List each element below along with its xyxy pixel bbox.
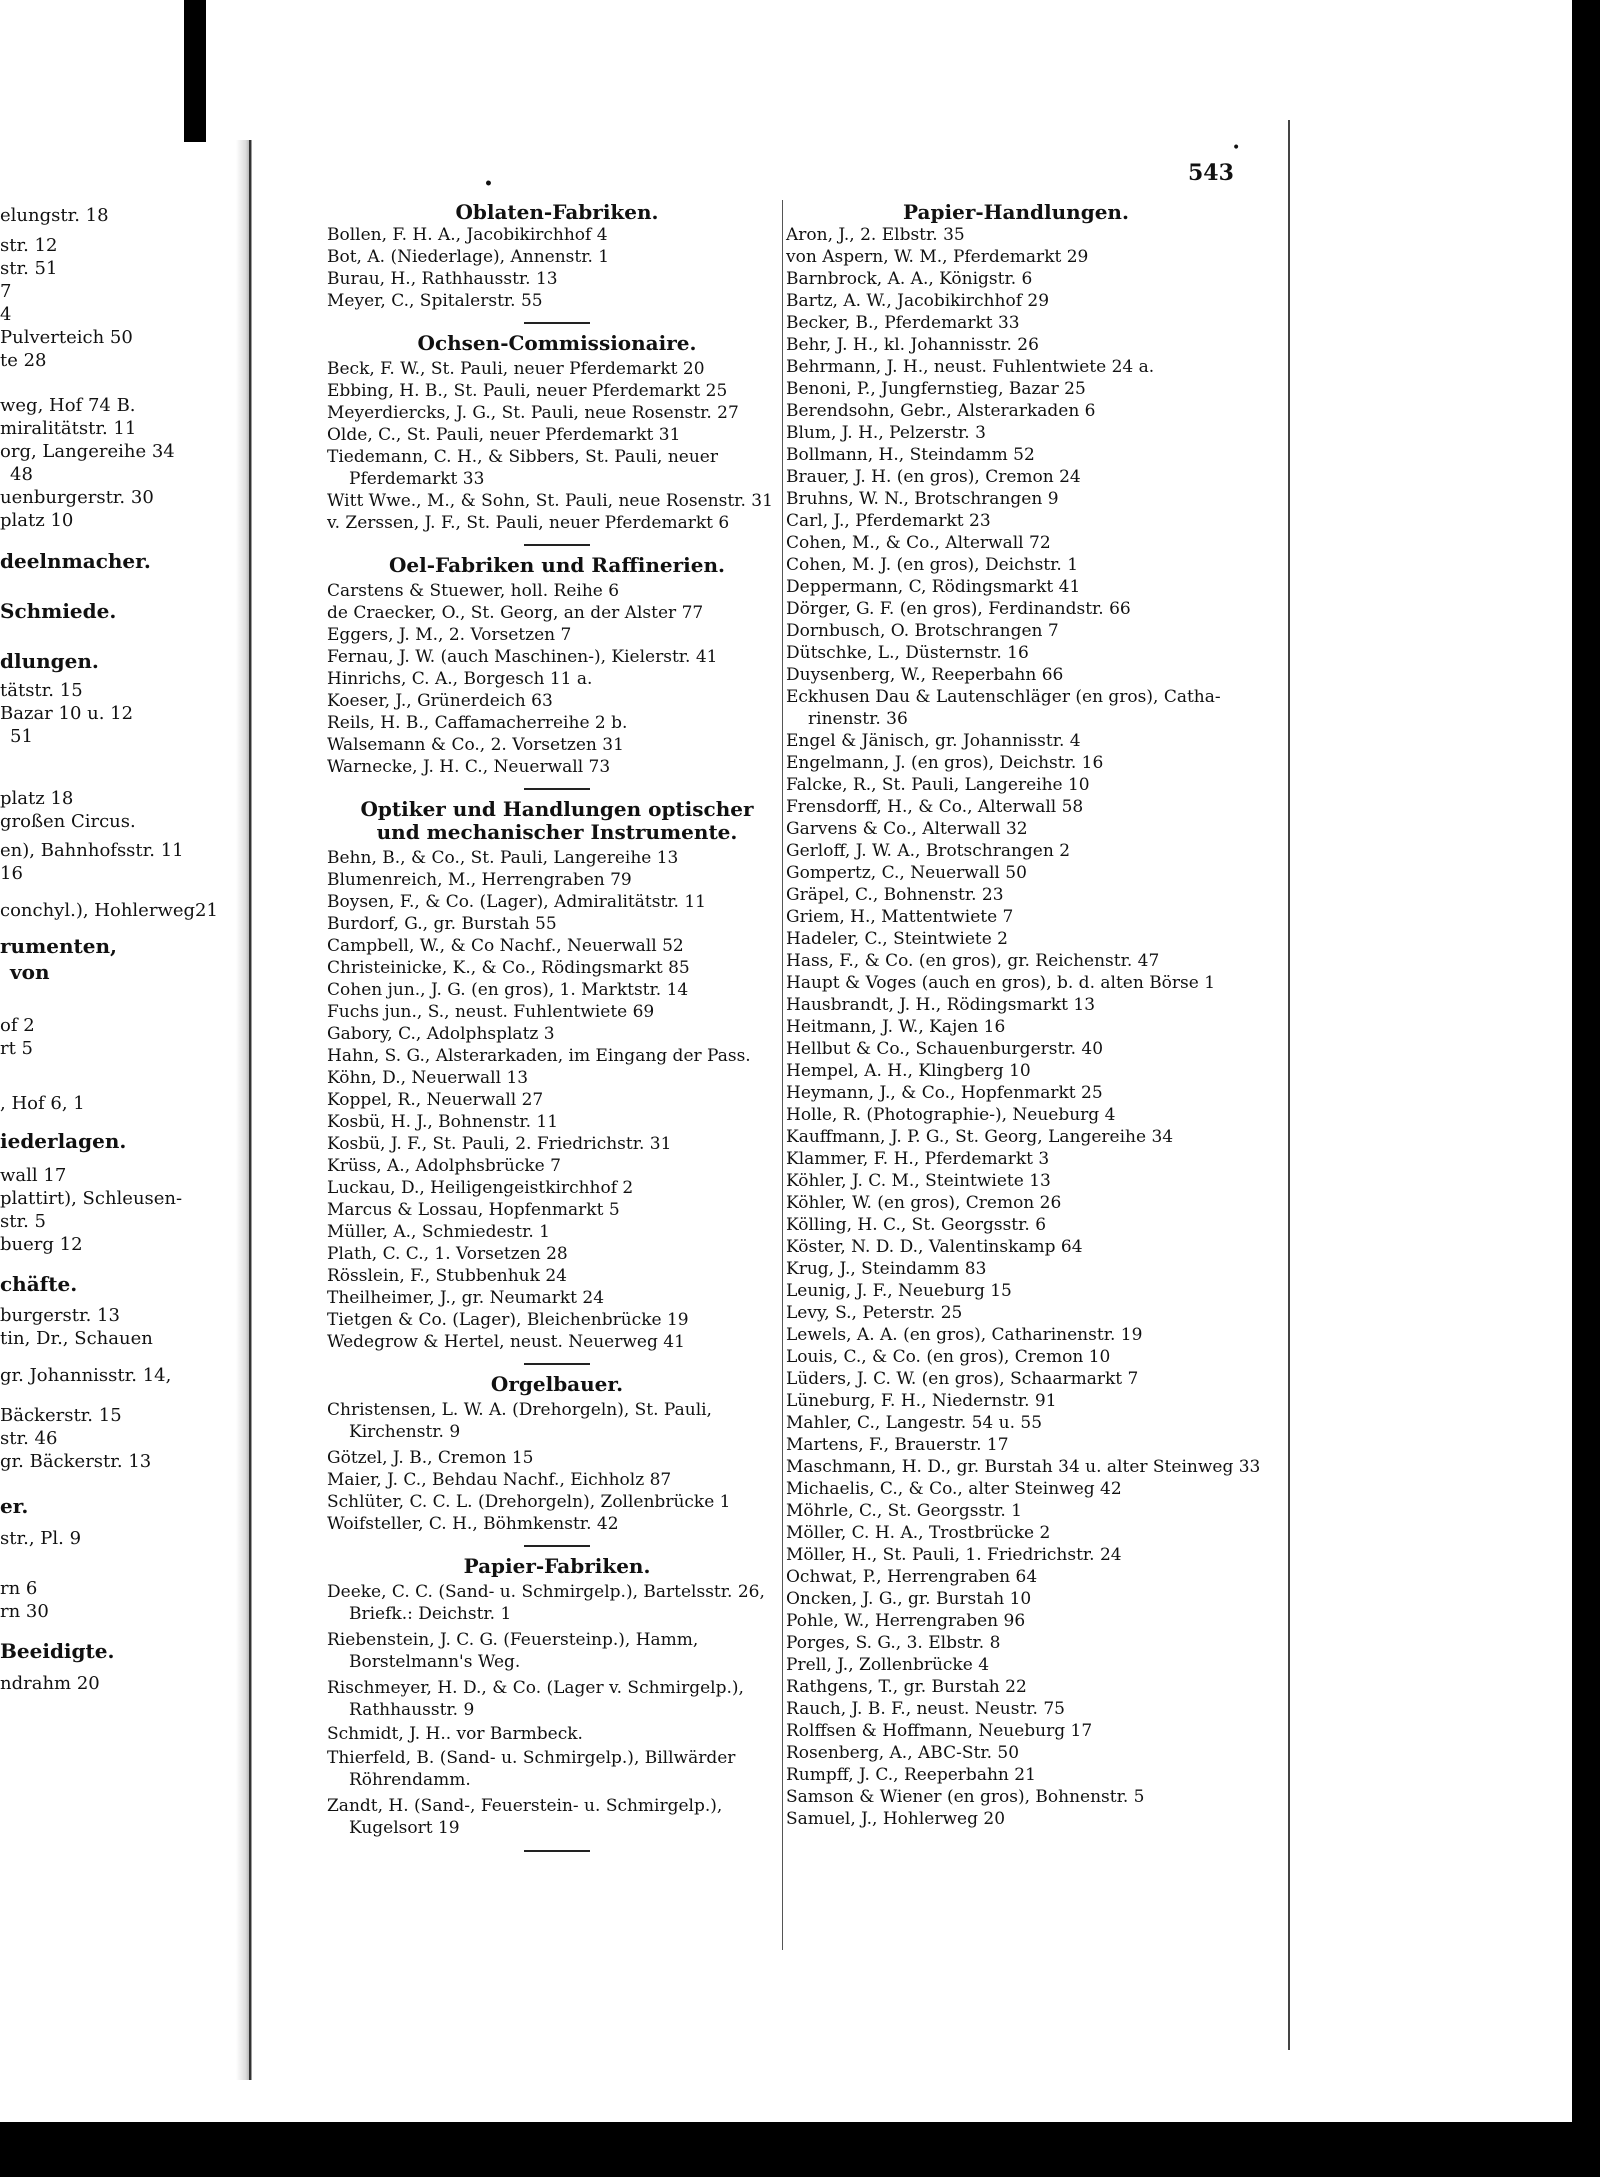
section-rule: [524, 1850, 590, 1852]
directory-entry: Meyer, C., Spitalerstr. 55: [327, 291, 543, 311]
left-page-line: of 2: [0, 1015, 35, 1036]
directory-entry: Berendsohn, Gebr., Alsterarkaden 6: [786, 401, 1096, 421]
directory-entry-continuation: Borstelmann's Weg.: [349, 1652, 521, 1672]
directory-entry: Engelmann, J. (en gros), Deichstr. 16: [786, 753, 1104, 773]
directory-entry: Maschmann, H. D., gr. Burstah 34 u. alter Steinweg 33: [786, 1457, 1261, 1477]
left-page-line: 4: [0, 304, 12, 325]
directory-entry: Klammer, F. H., Pferdemarkt 3: [786, 1149, 1050, 1169]
directory-entry: Rauch, J. B. F., neust. Neustr. 75: [786, 1699, 1065, 1719]
section-rule: [524, 1363, 590, 1365]
left-page-line: rn 6: [0, 1578, 38, 1599]
left-page-line: str. 12: [0, 235, 58, 256]
directory-entry: Müller, A., Schmiedestr. 1: [327, 1222, 550, 1242]
directory-entry: Hahn, S. G., Alsterarkaden, im Eingang der Pass.: [327, 1046, 751, 1066]
directory-entry: Dornbusch, O. Brotschrangen 7: [786, 621, 1059, 641]
directory-entry: Deeke, C. C. (Sand- u. Schmirgelp.), Bartelsstr. 26,: [327, 1582, 765, 1602]
directory-entry: Kosbü, J. F., St. Pauli, 2. Friedrichstr. 31: [327, 1134, 672, 1154]
left-page-line: Bazar 10 u. 12: [0, 703, 134, 724]
directory-entry: Schmidt, J. H.. vor Barmbeck.: [327, 1724, 583, 1744]
directory-entry: Möller, C. H. A., Trostbrücke 2: [786, 1523, 1051, 1543]
directory-entry: Marcus & Lossau, Hopfenmarkt 5: [327, 1200, 620, 1220]
directory-entry: Hinrichs, C. A., Borgesch 11 a.: [327, 669, 593, 689]
directory-entry: Martens, F., Brauerstr. 17: [786, 1435, 1009, 1455]
directory-entry: Dörger, G. F. (en gros), Ferdinandstr. 66: [786, 599, 1131, 619]
directory-entry: Dütschke, L., Düsternstr. 16: [786, 643, 1029, 663]
directory-entry: Kauffmann, J. P. G., St. Georg, Langereihe 34: [786, 1127, 1174, 1147]
directory-entry: Boysen, F., & Co. (Lager), Admiralitätstr. 11: [327, 892, 706, 912]
left-page-line: te 28: [0, 350, 47, 371]
directory-entry: Götzel, J. B., Cremon 15: [327, 1448, 534, 1468]
directory-entry: Köhn, D., Neuerwall 13: [327, 1068, 529, 1088]
directory-entry: Carstens & Stuewer, holl. Reihe 6: [327, 581, 620, 601]
directory-entry: Mahler, C., Langestr. 54 u. 55: [786, 1413, 1043, 1433]
directory-entry-continuation: Kugelsort 19: [349, 1818, 460, 1838]
directory-entry: Bot, A. (Niederlage), Annenstr. 1: [327, 247, 610, 267]
directory-entry: Lüneburg, F. H., Niedernstr. 91: [786, 1391, 1057, 1411]
left-page-line: elungstr. 18: [0, 205, 109, 226]
directory-entry: Heitmann, J. W., Kajen 16: [786, 1017, 1006, 1037]
directory-entry: Ebbing, H. B., St. Pauli, neuer Pferdemarkt 25: [327, 381, 728, 401]
directory-entry: Rösslein, F., Stubbenhuk 24: [327, 1266, 567, 1286]
directory-entry: Haupt & Voges (auch en gros), b. d. alten Börse 1: [786, 973, 1216, 993]
left-page-heading: iederlagen.: [0, 1129, 127, 1153]
left-page-line: conchyl.), Hohlerweg21: [0, 900, 218, 921]
left-page-line: buerg 12: [0, 1234, 83, 1255]
directory-entry: Behrmann, J. H., neust. Fuhlentwiete 24 a.: [786, 357, 1155, 377]
directory-entry: Krüss, A., Adolphsbrücke 7: [327, 1156, 561, 1176]
directory-entry: Möller, H., St. Pauli, 1. Friedrichstr. 24: [786, 1545, 1122, 1565]
left-page-heading: er.: [0, 1494, 29, 1518]
directory-entry: Tiedemann, C. H., & Sibbers, St. Pauli, neuer: [327, 447, 718, 467]
directory-entry: Cohen jun., J. G. (en gros), 1. Marktstr. 14: [327, 980, 689, 1000]
directory-entry: Koppel, R., Neuerwall 27: [327, 1090, 544, 1110]
directory-entry-continuation: Kirchenstr. 9: [349, 1422, 461, 1442]
left-page-line: plattirt), Schleusen-: [0, 1188, 183, 1209]
directory-entry: von Aspern, W. M., Pferdemarkt 29: [786, 247, 1089, 267]
directory-entry: Carl, J., Pferdemarkt 23: [786, 511, 991, 531]
directory-entry: Hadeler, C., Steintwiete 2: [786, 929, 1008, 949]
directory-entry: Griem, H., Mattentwiete 7: [786, 907, 1014, 927]
directory-entry: Eggers, J. M., 2. Vorsetzen 7: [327, 625, 572, 645]
left-page-heading: chäfte.: [0, 1272, 78, 1296]
directory-entry: Christeinicke, K., & Co., Rödingsmarkt 85: [327, 958, 690, 978]
directory-entry: Woifsteller, C. H., Böhmkenstr. 42: [327, 1514, 619, 1534]
directory-entry: Falcke, R., St. Pauli, Langereihe 10: [786, 775, 1090, 795]
directory-entry: Samson & Wiener (en gros), Bohnenstr. 5: [786, 1787, 1145, 1807]
directory-entry: Meyerdiercks, J. G., St. Pauli, neue Rosenstr. 27: [327, 403, 739, 423]
left-page-line: Pulverteich 50: [0, 327, 133, 348]
left-page-line: gr. Johannisstr. 14,: [0, 1365, 172, 1386]
section-rule: [524, 322, 590, 324]
left-page-line: str. 5: [0, 1211, 46, 1232]
directory-entry: Bollen, F. H. A., Jacobikirchhof 4: [327, 225, 608, 245]
left-page-line: burgerstr. 13: [0, 1305, 120, 1326]
directory-entry: Becker, B., Pferdemarkt 33: [786, 313, 1020, 333]
directory-entry: Engel & Jänisch, gr. Johannisstr. 4: [786, 731, 1081, 751]
directory-entry-continuation: Pferdemarkt 33: [349, 469, 485, 489]
directory-entry: Theilheimer, J., gr. Neumarkt 24: [327, 1288, 605, 1308]
directory-entry: Köhler, W. (en gros), Cremon 26: [786, 1193, 1062, 1213]
left-page-heading: dlungen.: [0, 649, 99, 673]
directory-entry: Luckau, D., Heiligengeistkirchhof 2: [327, 1178, 634, 1198]
section-heading: Optiker und Handlungen optischer: [360, 797, 754, 821]
directory-entry: Duysenberg, W., Reeperbahn 66: [786, 665, 1064, 685]
directory-entry: Reils, H. B., Caffamacherreihe 2 b.: [327, 713, 628, 733]
directory-entry: Warnecke, J. H. C., Neuerwall 73: [327, 757, 611, 777]
directory-entry: Olde, C., St. Pauli, neuer Pferdemarkt 31: [327, 425, 681, 445]
directory-entry: Gräpel, C., Bohnenstr. 23: [786, 885, 1004, 905]
directory-entry: Aron, J., 2. Elbstr. 35: [786, 225, 965, 245]
directory-entry: Deppermann, C, Rödingsmarkt 41: [786, 577, 1081, 597]
left-page-line: 7: [0, 281, 12, 302]
left-page-heading: Schmiede.: [0, 599, 117, 623]
directory-entry: Ochwat, P., Herrengraben 64: [786, 1567, 1038, 1587]
directory-entry: Wedegrow & Hertel, neust. Neuerweg 41: [327, 1332, 685, 1352]
left-page-line: org, Langereihe 34: [0, 441, 175, 462]
printer-mark: •: [1232, 140, 1241, 156]
directory-entry: Kölling, H. C., St. Georgsstr. 6: [786, 1215, 1047, 1235]
directory-entry: Barnbrock, A. A., Königstr. 6: [786, 269, 1033, 289]
left-page-line: platz 18: [0, 788, 74, 809]
directory-entry: Christensen, L. W. A. (Drehorgeln), St. Pauli,: [327, 1400, 712, 1420]
section-heading: und mechanischer Instrumente.: [376, 820, 738, 844]
left-page-line: str. 51: [0, 258, 58, 279]
directory-entry: Lüders, J. C. W. (en gros), Schaarmarkt 7: [786, 1369, 1139, 1389]
left-page-line: tin, Dr., Schauen: [0, 1328, 153, 1349]
section-heading: Oblaten-Fabriken.: [455, 200, 659, 224]
directory-entry: Burau, H., Rathhausstr. 13: [327, 269, 558, 289]
section-heading: Ochsen-Commissionaire.: [417, 331, 697, 355]
left-page-line: uenburgerstr. 30: [0, 487, 154, 508]
left-page-line: weg, Hof 74 B.: [0, 395, 136, 416]
directory-entry: Garvens & Co., Alterwall 32: [786, 819, 1028, 839]
directory-entry: Rischmeyer, H. D., & Co. (Lager v. Schmirgelp.),: [327, 1678, 744, 1698]
directory-entry: Hass, F., & Co. (en gros), gr. Reichenstr. 47: [786, 951, 1160, 971]
directory-entry: Pohle, W., Herrengraben 96: [786, 1611, 1026, 1631]
directory-entry: Plath, C. C., 1. Vorsetzen 28: [327, 1244, 568, 1264]
directory-entry: de Craecker, O., St. Georg, an der Alster 77: [327, 603, 704, 623]
directory-entry: Benoni, P., Jungfernstieg, Bazar 25: [786, 379, 1086, 399]
left-page-line: , Hof 6, 1: [0, 1093, 85, 1114]
section-heading: Papier-Handlungen.: [903, 200, 1129, 224]
directory-entry: Köhler, J. C. M., Steintwiete 13: [786, 1171, 1051, 1191]
section-heading: Oel-Fabriken und Raffinerien.: [388, 553, 726, 577]
directory-entry: Holle, R. (Photographie-), Neueburg 4: [786, 1105, 1116, 1125]
directory-entry: Bollmann, H., Steindamm 52: [786, 445, 1035, 465]
left-page-line: rt 5: [0, 1038, 34, 1059]
directory-entry: Campbell, W., & Co Nachf., Neuerwall 52: [327, 936, 684, 956]
left-page-line: ndrahm 20: [0, 1673, 100, 1694]
left-page-line: 51: [10, 726, 33, 747]
directory-entry: Blum, J. H., Pelzerstr. 3: [786, 423, 986, 443]
left-page-line: 16: [0, 863, 23, 884]
directory-entry: Bruhns, W. N., Brotschrangen 9: [786, 489, 1059, 509]
left-page-heading: deelnmacher.: [0, 549, 151, 573]
section-heading: Orgelbauer.: [490, 1372, 624, 1396]
directory-entry: Heymann, J., & Co., Hopfenmarkt 25: [786, 1083, 1103, 1103]
directory-entry: Thierfeld, B. (Sand- u. Schmirgelp.), Billwärder: [327, 1748, 736, 1768]
directory-entry: Lewels, A. A. (en gros), Catharinenstr. 19: [786, 1325, 1143, 1345]
directory-entry: Maier, J. C., Behdau Nachf., Eichholz 87: [327, 1470, 672, 1490]
printer-mark: •: [484, 176, 493, 192]
left-page-heading: rumenten,: [0, 934, 117, 958]
directory-entry: Köster, N. D. D., Valentinskamp 64: [786, 1237, 1083, 1257]
column-divider: [782, 200, 783, 1950]
directory-entry: Koeser, J., Grünerdeich 63: [327, 691, 553, 711]
scan-right-edge: [1572, 0, 1600, 2177]
directory-entry: Rosenberg, A., ABC-Str. 50: [786, 1743, 1020, 1763]
left-page-line: gr. Bäckerstr. 13: [0, 1451, 152, 1472]
directory-entry: Prell, J., Zollenbrücke 4: [786, 1655, 990, 1675]
gutter-line: [249, 140, 251, 2080]
directory-entry: Beck, F. W., St. Pauli, neuer Pferdemarkt 20: [327, 359, 705, 379]
directory-entry: Hempel, A. H., Klingberg 10: [786, 1061, 1031, 1081]
section-rule: [524, 1545, 590, 1547]
directory-entry: Hellbut & Co., Schauenburgerstr. 40: [786, 1039, 1104, 1059]
directory-entry: Rumpff, J. C., Reeperbahn 21: [786, 1765, 1036, 1785]
directory-entry: Fuchs jun., S., neust. Fuhlentwiete 69: [327, 1002, 655, 1022]
left-page-heading: Beeidigte.: [0, 1639, 115, 1663]
directory-entry: v. Zerssen, J. F., St. Pauli, neuer Pferdemarkt 6: [327, 513, 730, 533]
left-page-line: großen Circus.: [0, 811, 136, 832]
directory-entry: Leunig, J. F., Neueburg 15: [786, 1281, 1012, 1301]
section-heading: Papier-Fabriken.: [463, 1554, 651, 1578]
directory-entry: Behn, B., & Co., St. Pauli, Langereihe 13: [327, 848, 679, 868]
scan-bottom-edge: [0, 2122, 1600, 2177]
left-page-line: Bäckerstr. 15: [0, 1405, 122, 1426]
directory-entry: Frensdorff, H., & Co., Alterwall 58: [786, 797, 1084, 817]
directory-entry: Michaelis, C., & Co., alter Steinweg 42: [786, 1479, 1122, 1499]
directory-entry-continuation: Röhrendamm.: [349, 1770, 471, 1790]
page-border-right: [1288, 120, 1290, 2050]
directory-entry: Oncken, J. G., gr. Burstah 10: [786, 1589, 1032, 1609]
left-page-line: en), Bahnhofsstr. 11: [0, 840, 184, 861]
directory-entry: Krug, J., Steindamm 83: [786, 1259, 987, 1279]
directory-entry: Riebenstein, J. C. G. (Feuersteinp.), Hamm,: [327, 1630, 699, 1650]
directory-entry-continuation: Rathhausstr. 9: [349, 1700, 475, 1720]
directory-entry-continuation: Briefk.: Deichstr. 1: [349, 1604, 512, 1624]
directory-entry: Möhrle, C., St. Georgsstr. 1: [786, 1501, 1022, 1521]
left-page-fragment: [0, 205, 235, 2085]
directory-entry-continuation: rinenstr. 36: [808, 709, 908, 729]
directory-entry: Louis, C., & Co. (en gros), Cremon 10: [786, 1347, 1111, 1367]
directory-entry: Rathgens, T., gr. Burstah 22: [786, 1677, 1027, 1697]
directory-entry: Gerloff, J. W. A., Brotschrangen 2: [786, 841, 1071, 861]
left-page-line: str., Pl. 9: [0, 1528, 82, 1549]
directory-entry: Tietgen & Co. (Lager), Bleichenbrücke 19: [327, 1310, 689, 1330]
left-page-line: platz 10: [0, 510, 74, 531]
left-page-line: 48: [10, 464, 33, 485]
section-rule: [524, 788, 590, 790]
directory-entry: Schlüter, C. C. L. (Drehorgeln), Zollenbrücke 1: [327, 1492, 731, 1512]
left-page-line: miralitätstr. 11: [0, 418, 137, 439]
binding-strip: [184, 0, 206, 142]
left-page-line: rn 30: [0, 1601, 49, 1622]
directory-entry: Porges, S. G., 3. Elbstr. 8: [786, 1633, 1001, 1653]
directory-entry: Burdorf, G., gr. Burstah 55: [327, 914, 557, 934]
directory-entry: Blumenreich, M., Herrengraben 79: [327, 870, 632, 890]
directory-entry: Cohen, M. J. (en gros), Deichstr. 1: [786, 555, 1079, 575]
section-rule: [524, 544, 590, 546]
directory-entry: Cohen, M., & Co., Alterwall 72: [786, 533, 1051, 553]
directory-entry: Fernau, J. W. (auch Maschinen-), Kielerstr. 41: [327, 647, 718, 667]
directory-entry: Behr, J. H., kl. Johannisstr. 26: [786, 335, 1039, 355]
directory-entry: Hausbrandt, J. H., Rödingsmarkt 13: [786, 995, 1096, 1015]
page-number: 543: [1188, 160, 1234, 186]
directory-entry: Zandt, H. (Sand-, Feuerstein- u. Schmirgelp.),: [327, 1796, 723, 1816]
directory-entry: Levy, S., Peterstr. 25: [786, 1303, 963, 1323]
left-page-line: str. 46: [0, 1428, 58, 1449]
left-page-line: tätstr. 15: [0, 680, 83, 701]
directory-entry: Bartz, A. W., Jacobikirchhof 29: [786, 291, 1050, 311]
directory-entry: Rolffsen & Hoffmann, Neueburg 17: [786, 1721, 1093, 1741]
directory-entry: Eckhusen Dau & Lautenschläger (en gros), Catha-: [786, 687, 1221, 707]
directory-entry: Kosbü, H. J., Bohnenstr. 11: [327, 1112, 559, 1132]
left-page-line: wall 17: [0, 1165, 67, 1186]
directory-entry: Samuel, J., Hohlerweg 20: [786, 1809, 1006, 1829]
directory-entry: Walsemann & Co., 2. Vorsetzen 31: [327, 735, 624, 755]
directory-entry: Gabory, C., Adolphsplatz 3: [327, 1024, 555, 1044]
directory-entry: Gompertz, C., Neuerwall 50: [786, 863, 1027, 883]
directory-entry: Witt Wwe., M., & Sohn, St. Pauli, neue Rosenstr. 31: [327, 491, 773, 511]
directory-entry: Brauer, J. H. (en gros), Cremon 24: [786, 467, 1081, 487]
left-page-heading: von: [10, 960, 50, 984]
